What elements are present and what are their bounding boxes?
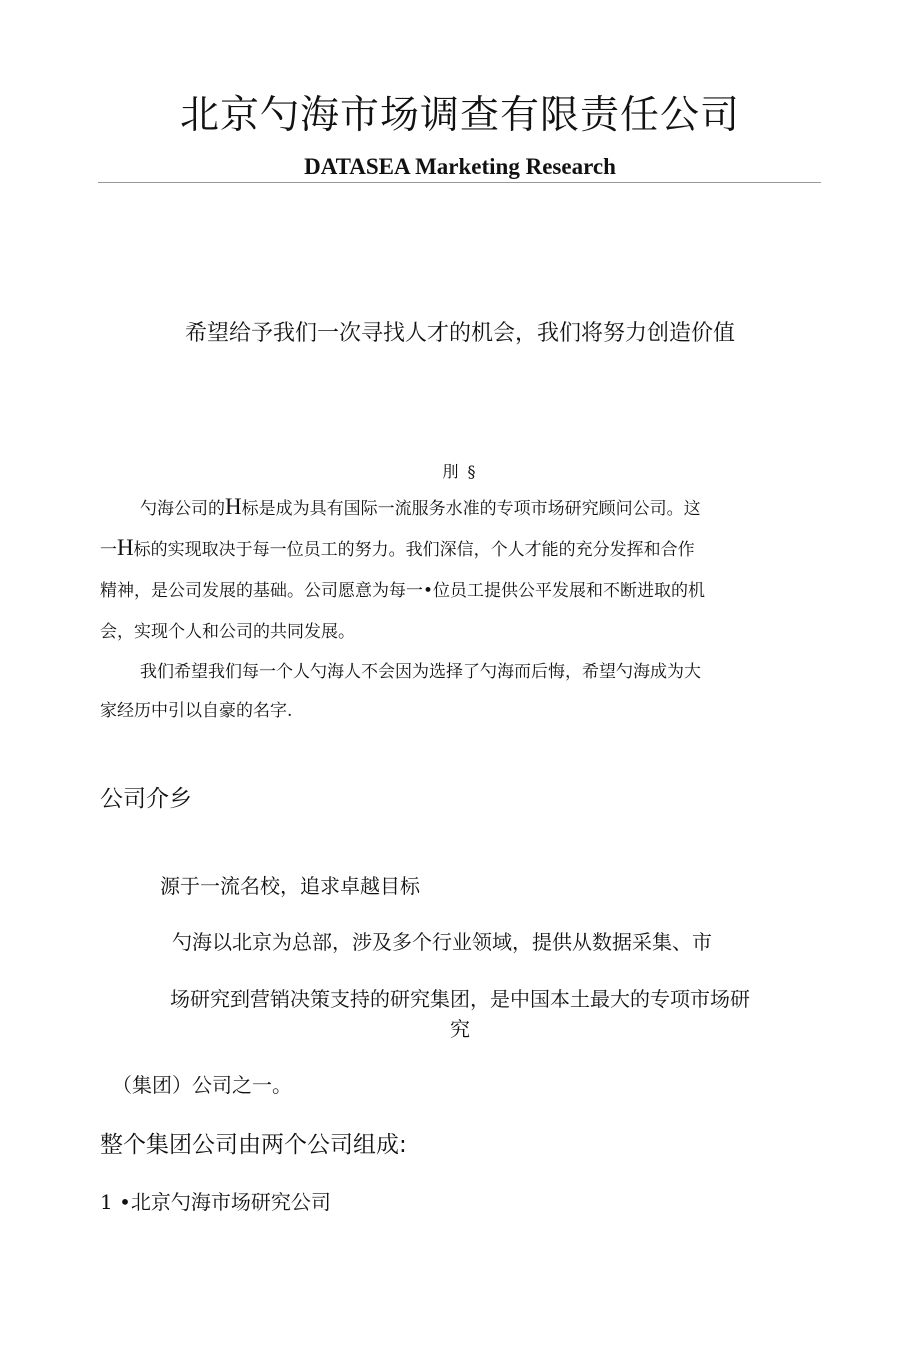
preface-line-1: [140, 494, 701, 520]
preface-para2-line-2: 家经历中引以自豪的名字.: [100, 701, 293, 721]
preface-line-2-part-b: 标的实现取决于每一位员工的努力。我们深信，个人才能的充分发挥和合作: [133, 540, 695, 560]
intro-line-2: 场研究到营销决策支持的研究集团，是中国本土最大的专项市场研: [170, 987, 750, 1011]
preface-line-1-h: H: [225, 494, 242, 519]
list-item: 1 •北京勺海市场研究公司: [100, 1190, 331, 1214]
intro-tagline: 源于一流名校，追求卓越目标: [160, 874, 420, 898]
intro-line-3: （集团）公司之一。: [112, 1073, 292, 1097]
preface-line-1-part-b: 标是成为具有国际一流服务水准的专项市场研究顾问公司。这: [241, 499, 701, 519]
company-title: 北京勺海市场调查有限责任公司: [179, 93, 740, 138]
group-composition-heading: 整个集团公司由两个公司组成:: [100, 1132, 407, 1158]
preface-heading: 刖 §: [442, 462, 478, 481]
preface-line-4: 会，实现个人和公司的共同发展。: [100, 622, 355, 642]
section-heading-company-intro: 公司介乡: [100, 786, 192, 812]
preface-line-3: 精神，是公司发展的基础。公司愿意为每一•位员工提供公平发展和不断进取的机: [100, 581, 706, 601]
preface-para2-line-1: 我们希望我们每一个人勺海人不会因为选择了勺海而后悔，希望勺海成为大: [140, 662, 701, 682]
company-english-name: DATASEA Marketing Research: [304, 154, 616, 179]
slogan: 希望给予我们一次寻找人才的机会，我们将努力创造价值: [184, 321, 735, 346]
preface-line-2: [100, 535, 695, 561]
preface-line-2-h: H: [117, 535, 134, 560]
preface-line-1-part-a: 勺海公司的: [140, 499, 225, 519]
header-divider: [98, 182, 821, 183]
intro-line-1: 勺海以北京为总部，涉及多个行业领域，提供从数据采集、市: [172, 930, 712, 954]
preface-line-2-part-a: 一: [100, 540, 117, 560]
intro-line-2-wrap: 究: [450, 1017, 470, 1041]
